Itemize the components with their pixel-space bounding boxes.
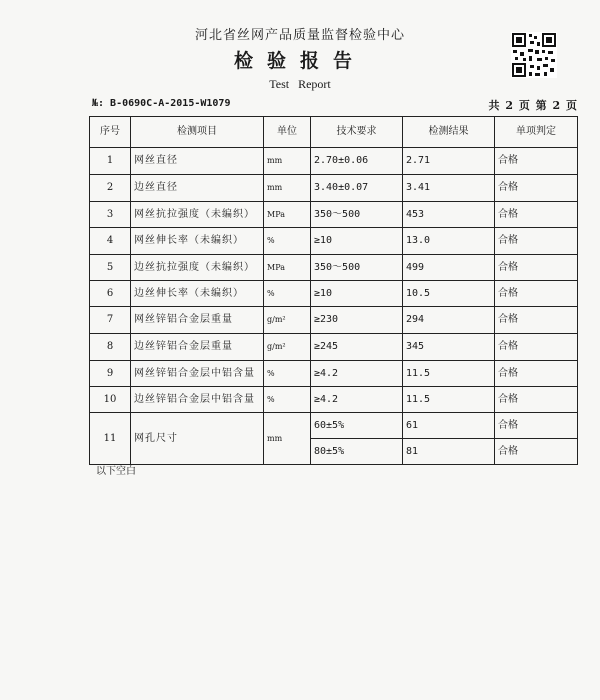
report-title-cn: 检验报告 <box>233 50 366 72</box>
row-requirement: ≥4.2 <box>311 387 403 413</box>
row-requirement: ≥10 <box>311 228 403 255</box>
row-result: 10.5 <box>403 281 495 307</box>
table-row <box>90 148 578 175</box>
row-judgment: 合格 <box>495 439 578 465</box>
row-seq: 8 <box>90 334 131 361</box>
row-seq: 10 <box>90 387 131 413</box>
report-number: №: B-0690C-A-2015-W1079 <box>92 98 231 109</box>
row-judgment: 合格 <box>495 255 578 281</box>
row-requirement: ≥10 <box>311 281 403 307</box>
row-unit: MPa <box>264 255 311 281</box>
table-row <box>90 413 578 439</box>
table-row <box>90 334 578 361</box>
inspection-center-name: 河北省丝网产品质量监督检验中心 <box>194 28 405 43</box>
header-result: 检测结果 <box>403 117 495 148</box>
row-item: 网丝锌铝合金层中铝含量 <box>131 361 264 387</box>
row-unit: % <box>264 387 311 413</box>
results-table <box>89 116 578 465</box>
row-seq: 3 <box>90 202 131 228</box>
row-result: 3.41 <box>403 175 495 202</box>
row-judgment: 合格 <box>495 281 578 307</box>
row-seq: 5 <box>90 255 131 281</box>
row-unit: mm <box>264 148 311 175</box>
table-row <box>90 175 578 202</box>
row-item: 网丝伸长率（未编织） <box>131 228 264 255</box>
page-info: 共 2 页 第 2 页 <box>488 99 578 112</box>
row-judgment: 合格 <box>495 361 578 387</box>
row-seq: 6 <box>90 281 131 307</box>
report-title-en: Test Report <box>269 77 331 91</box>
row-unit: mm <box>264 175 311 202</box>
row-requirement: 60±5% <box>311 413 403 439</box>
row-item: 边丝直径 <box>131 175 264 202</box>
row-item: 边丝抗拉强度（未编织） <box>131 255 264 281</box>
row-result: 11.5 <box>403 387 495 413</box>
row-judgment: 合格 <box>495 202 578 228</box>
row-result: 81 <box>403 439 495 465</box>
row-requirement: 80±5% <box>311 439 403 465</box>
row-item: 网丝锌铝合金层重量 <box>131 307 264 334</box>
row-judgment: 合格 <box>495 387 578 413</box>
row-judgment: 合格 <box>495 175 578 202</box>
header-judgment: 单项判定 <box>495 117 578 148</box>
row-result: 13.0 <box>403 228 495 255</box>
table-row <box>90 228 578 255</box>
row-result: 2.71 <box>403 148 495 175</box>
header-requirement: 技术要求 <box>311 117 403 148</box>
table-row <box>90 202 578 228</box>
table-row <box>90 255 578 281</box>
row-item: 边丝伸长率（未编织） <box>131 281 264 307</box>
footer-note: 以下空白 <box>96 466 136 477</box>
header-seq: 序号 <box>90 117 131 148</box>
row-seq: 7 <box>90 307 131 334</box>
header-item: 检测项目 <box>131 117 264 148</box>
row-seq: 9 <box>90 361 131 387</box>
row-unit: mm <box>264 413 311 465</box>
row-requirement: ≥230 <box>311 307 403 334</box>
table-header-row <box>90 117 578 148</box>
header-unit: 单位 <box>264 117 311 148</box>
row-unit: MPa <box>264 202 311 228</box>
row-unit: % <box>264 281 311 307</box>
row-judgment: 合格 <box>495 334 578 361</box>
table-row <box>90 281 578 307</box>
row-unit: g/m² <box>264 334 311 361</box>
row-seq: 2 <box>90 175 131 202</box>
row-item: 边丝锌铝合金层重量 <box>131 334 264 361</box>
table-row <box>90 307 578 334</box>
row-result: 345 <box>403 334 495 361</box>
row-requirement: 2.70±0.06 <box>311 148 403 175</box>
row-seq: 11 <box>90 413 131 465</box>
row-unit: % <box>264 361 311 387</box>
qr-code-icon <box>511 32 557 78</box>
row-unit: g/m² <box>264 307 311 334</box>
row-result: 499 <box>403 255 495 281</box>
row-item: 网孔尺寸 <box>131 413 264 465</box>
row-requirement: 350～500 <box>311 202 403 228</box>
row-item: 边丝锌铝合金层中铝含量 <box>131 387 264 413</box>
table-row <box>90 361 578 387</box>
row-judgment: 合格 <box>495 148 578 175</box>
row-result: 61 <box>403 413 495 439</box>
row-result: 11.5 <box>403 361 495 387</box>
row-seq: 1 <box>90 148 131 175</box>
row-item: 网丝抗拉强度（未编织） <box>131 202 264 228</box>
row-requirement: 3.40±0.07 <box>311 175 403 202</box>
row-unit: % <box>264 228 311 255</box>
row-result: 294 <box>403 307 495 334</box>
row-seq: 4 <box>90 228 131 255</box>
row-result: 453 <box>403 202 495 228</box>
row-requirement: 350～500 <box>311 255 403 281</box>
row-item: 网丝直径 <box>131 148 264 175</box>
row-judgment: 合格 <box>495 307 578 334</box>
table-row <box>90 387 578 413</box>
row-judgment: 合格 <box>495 413 578 439</box>
row-judgment: 合格 <box>495 228 578 255</box>
row-requirement: ≥245 <box>311 334 403 361</box>
row-requirement: ≥4.2 <box>311 361 403 387</box>
